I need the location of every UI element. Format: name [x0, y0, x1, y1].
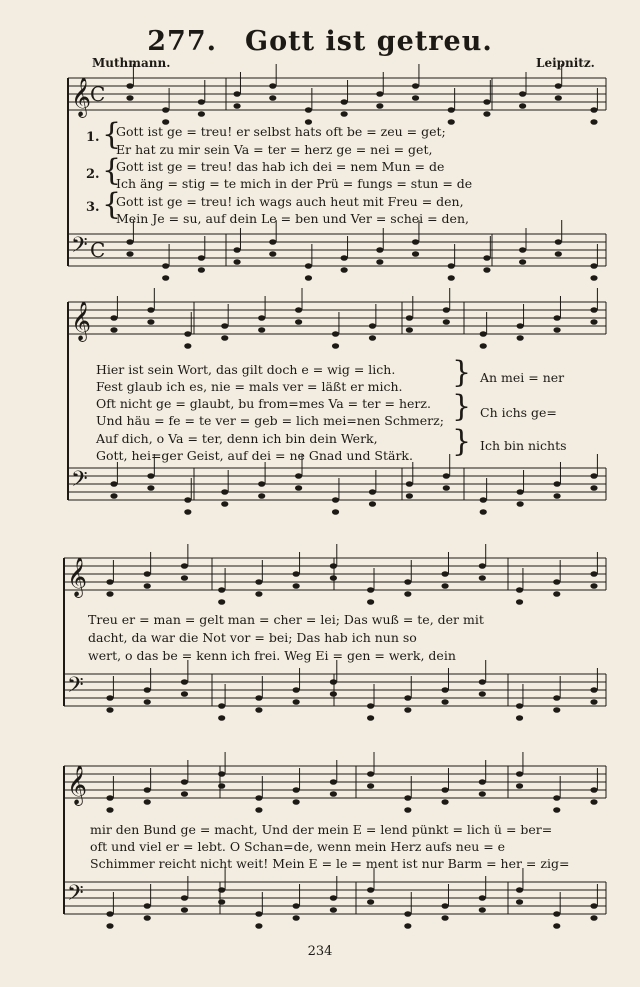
note-head	[106, 579, 113, 585]
note-head	[404, 795, 411, 801]
note-head	[590, 699, 597, 705]
note-head	[517, 489, 524, 495]
note-head	[483, 267, 490, 273]
note-head	[126, 251, 133, 257]
lyric-line: Ich bin nichts	[480, 438, 567, 453]
note-head	[162, 275, 169, 281]
note-head	[367, 899, 374, 905]
bass-clef: 𝄢	[71, 233, 88, 263]
note-head	[553, 707, 560, 713]
note-head	[330, 779, 337, 785]
note-head	[406, 327, 413, 333]
note-head	[218, 771, 225, 777]
note-head	[441, 903, 448, 909]
note-head	[590, 473, 597, 479]
verse-brace: }	[452, 355, 472, 390]
note-head	[367, 587, 374, 593]
note-head	[258, 493, 265, 499]
note-head	[367, 771, 374, 777]
note-head	[443, 485, 450, 491]
note-head	[144, 583, 151, 589]
treble-clef: 𝄞	[67, 765, 88, 805]
treble-clef: 𝄞	[71, 301, 92, 341]
note-head	[330, 679, 337, 685]
verse-brace: }	[452, 424, 472, 459]
note-head	[198, 99, 205, 105]
note-head	[233, 259, 240, 265]
note-head	[330, 895, 337, 901]
verse-number-3: 3.	[86, 200, 100, 215]
note-head	[144, 903, 151, 909]
note-head	[404, 579, 411, 585]
note-head	[517, 323, 524, 329]
note-head	[144, 687, 151, 693]
note-head	[181, 563, 188, 569]
note-head	[110, 327, 117, 333]
note-head	[367, 887, 374, 893]
note-head	[412, 83, 419, 89]
note-head	[441, 687, 448, 693]
note-head	[480, 509, 487, 515]
note-head	[330, 563, 337, 569]
note-head	[218, 887, 225, 893]
lyric-line: Er hat zu mir sein Va = ter = herz ge = nei = get,	[116, 142, 433, 157]
lyric-line: oft und viel er = lebt. O Schan=de, wenn mein Herz aufs neu = e	[90, 839, 506, 854]
note-head	[553, 579, 560, 585]
note-head	[255, 707, 262, 713]
note-head	[590, 799, 597, 805]
note-head	[221, 335, 228, 341]
note-head	[555, 95, 562, 101]
note-head	[255, 591, 262, 597]
note-head	[293, 583, 300, 589]
lyric-line: Hier ist sein Wort, das gilt doch e = wig = lich.	[96, 362, 396, 377]
note-head	[106, 923, 113, 929]
note-head	[293, 787, 300, 793]
lyric-line: wert, o das be = kenn ich frei. Weg Ei = gen = werk, dein	[88, 648, 456, 663]
note-head	[258, 481, 265, 487]
note-head	[126, 95, 133, 101]
note-head	[144, 571, 151, 577]
note-head	[412, 251, 419, 257]
note-head	[162, 263, 169, 269]
note-head	[516, 599, 523, 605]
note-head	[330, 907, 337, 913]
note-head	[480, 343, 487, 349]
note-head	[590, 903, 597, 909]
note-head	[441, 583, 448, 589]
note-head	[404, 923, 411, 929]
note-head	[448, 119, 455, 125]
note-head	[516, 887, 523, 893]
note-head	[590, 275, 597, 281]
note-head	[448, 275, 455, 281]
note-head	[110, 481, 117, 487]
verse-number-1: 1.	[86, 130, 100, 145]
note-head	[295, 485, 302, 491]
note-head	[480, 331, 487, 337]
note-head	[555, 251, 562, 257]
note-head	[221, 501, 228, 507]
note-head	[406, 481, 413, 487]
note-head	[218, 599, 225, 605]
note-head	[218, 715, 225, 721]
note-head	[367, 599, 374, 605]
verse-number-2: 2.	[86, 167, 100, 182]
note-head	[369, 323, 376, 329]
lyric-line: Schimmer reicht nicht weit! Mein E = le = ment ist nur Barm = her = zig=	[90, 856, 570, 871]
note-head	[376, 259, 383, 265]
note-head	[443, 473, 450, 479]
note-head	[147, 307, 154, 313]
bass-clef: 𝄢	[67, 673, 84, 703]
lyric-line: Gott ist ge = treu! ich wags auch heut mit Freu = den,	[116, 194, 464, 209]
note-head	[553, 807, 560, 813]
note-head	[479, 895, 486, 901]
note-head	[184, 509, 191, 515]
note-head	[443, 307, 450, 313]
note-head	[110, 493, 117, 499]
note-head	[341, 255, 348, 261]
note-head	[369, 489, 376, 495]
note-head	[110, 315, 117, 321]
lyric-line: Treu er = man = gelt man = cher = lei; Das wuß = te, der mit	[88, 612, 484, 627]
note-head	[341, 99, 348, 105]
treble-clef: 𝄞	[71, 77, 92, 117]
note-head	[341, 267, 348, 273]
note-head	[448, 107, 455, 113]
lyric-line: mir den Bund ge = macht, Und der mein E = lend pünkt = lich ü = ber=	[90, 822, 553, 837]
note-head	[218, 587, 225, 593]
page-number: 234	[307, 944, 333, 959]
note-head	[369, 501, 376, 507]
note-head	[147, 319, 154, 325]
note-head	[330, 791, 337, 797]
note-head	[480, 497, 487, 503]
note-head	[332, 497, 339, 503]
note-head	[341, 111, 348, 117]
note-head	[305, 263, 312, 269]
note-head	[516, 715, 523, 721]
note-head	[406, 315, 413, 321]
verse-brace: }	[452, 389, 472, 424]
note-head	[590, 263, 597, 269]
note-head	[553, 327, 560, 333]
note-head	[590, 583, 597, 589]
note-head	[376, 247, 383, 253]
note-head	[221, 323, 228, 329]
note-head	[293, 687, 300, 693]
note-head	[218, 703, 225, 709]
note-head	[181, 779, 188, 785]
note-head	[184, 497, 191, 503]
lyric-line: Oft nicht ge = glaubt, bu from=mes Va = ter = herz.	[96, 396, 431, 411]
note-head	[255, 579, 262, 585]
note-head	[369, 335, 376, 341]
lyric-line: Gott ist ge = treu! er selbst hats oft be = zeu = get;	[116, 124, 446, 139]
note-head	[517, 501, 524, 507]
note-head	[517, 335, 524, 341]
note-head	[553, 481, 560, 487]
note-head	[330, 575, 337, 581]
note-head	[441, 787, 448, 793]
note-head	[404, 707, 411, 713]
verse-brace: {	[102, 153, 122, 188]
note-head	[162, 107, 169, 113]
note-head	[367, 703, 374, 709]
note-head	[516, 771, 523, 777]
note-head	[269, 251, 276, 257]
lyric-line: Ch ichs ge=	[480, 405, 557, 420]
note-head	[198, 267, 205, 273]
note-head	[441, 799, 448, 805]
note-head	[404, 807, 411, 813]
bass-clef: 𝄢	[71, 467, 88, 497]
time-signature: C	[90, 82, 106, 106]
lyric-line: Mein Je = su, auf dein Le = ben und Ver = schei = den,	[116, 211, 469, 226]
note-head	[255, 795, 262, 801]
note-head	[269, 239, 276, 245]
note-head	[106, 795, 113, 801]
verse-brace: {	[102, 187, 122, 222]
note-head	[198, 111, 205, 117]
note-head	[258, 315, 265, 321]
note-head	[106, 695, 113, 701]
note-head	[255, 911, 262, 917]
note-head	[590, 915, 597, 921]
bass-clef: 𝄢	[67, 881, 84, 911]
note-head	[590, 107, 597, 113]
lyric-line: Auf dich, o Va = ter, denn ich bin dein Werk,	[96, 431, 378, 446]
time-signature: C	[90, 238, 106, 262]
note-head	[553, 795, 560, 801]
lyric-line: Gott ist ge = treu! das hab ich dei = nem Mun = de	[116, 159, 445, 174]
note-head	[519, 91, 526, 97]
lyric-line: An mei = ner	[480, 370, 565, 385]
note-head	[295, 307, 302, 313]
note-head	[332, 509, 339, 515]
note-head	[519, 259, 526, 265]
note-head	[555, 239, 562, 245]
verse-brace: {	[102, 117, 122, 152]
note-head	[441, 571, 448, 577]
note-head	[144, 799, 151, 805]
note-head	[332, 343, 339, 349]
note-head	[404, 911, 411, 917]
note-head	[184, 331, 191, 337]
note-head	[181, 691, 188, 697]
note-head	[293, 915, 300, 921]
note-head	[590, 571, 597, 577]
note-head	[258, 327, 265, 333]
note-head	[406, 493, 413, 499]
note-head	[147, 473, 154, 479]
note-head	[479, 907, 486, 913]
note-head	[367, 715, 374, 721]
note-head	[483, 99, 490, 105]
note-head	[181, 895, 188, 901]
note-head	[479, 563, 486, 569]
tune-name: Leipnitz.	[536, 56, 595, 70]
note-head	[181, 791, 188, 797]
hymn-title-text: Gott ist getreu.	[245, 26, 493, 57]
lyric-line: Ich äng = stig = te mich in der Prü = fungs = stun = de	[116, 176, 473, 191]
note-head	[332, 331, 339, 337]
note-head	[106, 911, 113, 917]
note-head	[233, 103, 240, 109]
note-head	[376, 91, 383, 97]
treble-clef: 𝄞	[67, 557, 88, 597]
note-head	[516, 587, 523, 593]
note-head	[144, 787, 151, 793]
note-head	[269, 95, 276, 101]
note-head	[516, 703, 523, 709]
note-head	[293, 799, 300, 805]
note-head	[590, 485, 597, 491]
composer-name: Muthmann.	[92, 56, 171, 70]
note-head	[255, 807, 262, 813]
note-head	[126, 239, 133, 245]
note-head	[479, 779, 486, 785]
note-head	[293, 699, 300, 705]
note-head	[404, 591, 411, 597]
note-head	[412, 95, 419, 101]
note-head	[590, 119, 597, 125]
note-head	[255, 923, 262, 929]
note-head	[590, 307, 597, 313]
note-head	[233, 91, 240, 97]
note-head	[590, 787, 597, 793]
note-head	[198, 255, 205, 261]
note-head	[516, 783, 523, 789]
note-head	[293, 903, 300, 909]
note-head	[293, 571, 300, 577]
note-head	[483, 111, 490, 117]
lyric-line: Gott, hei=ger Geist, auf dei = ne Gnad und Stärk.	[96, 448, 413, 463]
note-head	[233, 247, 240, 253]
note-head	[441, 915, 448, 921]
note-head	[553, 923, 560, 929]
note-head	[106, 591, 113, 597]
lyric-line: Fest glaub ich es, nie = mals ver = läßt er mich.	[96, 379, 403, 394]
note-head	[479, 791, 486, 797]
note-head	[144, 699, 151, 705]
note-head	[553, 591, 560, 597]
note-head	[404, 695, 411, 701]
note-head	[181, 679, 188, 685]
note-head	[305, 275, 312, 281]
note-head	[555, 83, 562, 89]
note-head	[295, 473, 302, 479]
note-head	[218, 899, 225, 905]
note-head	[553, 695, 560, 701]
note-head	[295, 319, 302, 325]
note-head	[184, 343, 191, 349]
note-head	[305, 107, 312, 113]
note-head	[590, 319, 597, 325]
note-head	[181, 575, 188, 581]
note-head	[376, 103, 383, 109]
note-head	[144, 915, 151, 921]
note-head	[330, 691, 337, 697]
note-head	[553, 911, 560, 917]
note-head	[519, 103, 526, 109]
note-head	[443, 319, 450, 325]
note-head	[441, 699, 448, 705]
note-head	[412, 239, 419, 245]
note-head	[269, 83, 276, 89]
note-head	[553, 315, 560, 321]
note-head	[519, 247, 526, 253]
note-head	[218, 783, 225, 789]
note-head	[147, 485, 154, 491]
lyric-line: Und häu = fe = te ver = geb = lich mei=nen Schmerz;	[96, 413, 444, 428]
lyric-line: dacht, da war die Not vor = bei; Das hab ich nun so	[88, 630, 417, 645]
note-head	[479, 691, 486, 697]
note-head	[126, 83, 133, 89]
note-head	[181, 907, 188, 913]
note-head	[106, 807, 113, 813]
note-head	[479, 679, 486, 685]
note-head	[590, 687, 597, 693]
note-head	[106, 707, 113, 713]
note-head	[483, 255, 490, 261]
note-head	[553, 493, 560, 499]
note-head	[367, 783, 374, 789]
note-head	[255, 695, 262, 701]
note-head	[516, 899, 523, 905]
note-head	[221, 489, 228, 495]
note-head	[448, 263, 455, 269]
note-head	[479, 575, 486, 581]
hymn-number: 277.	[147, 26, 218, 57]
